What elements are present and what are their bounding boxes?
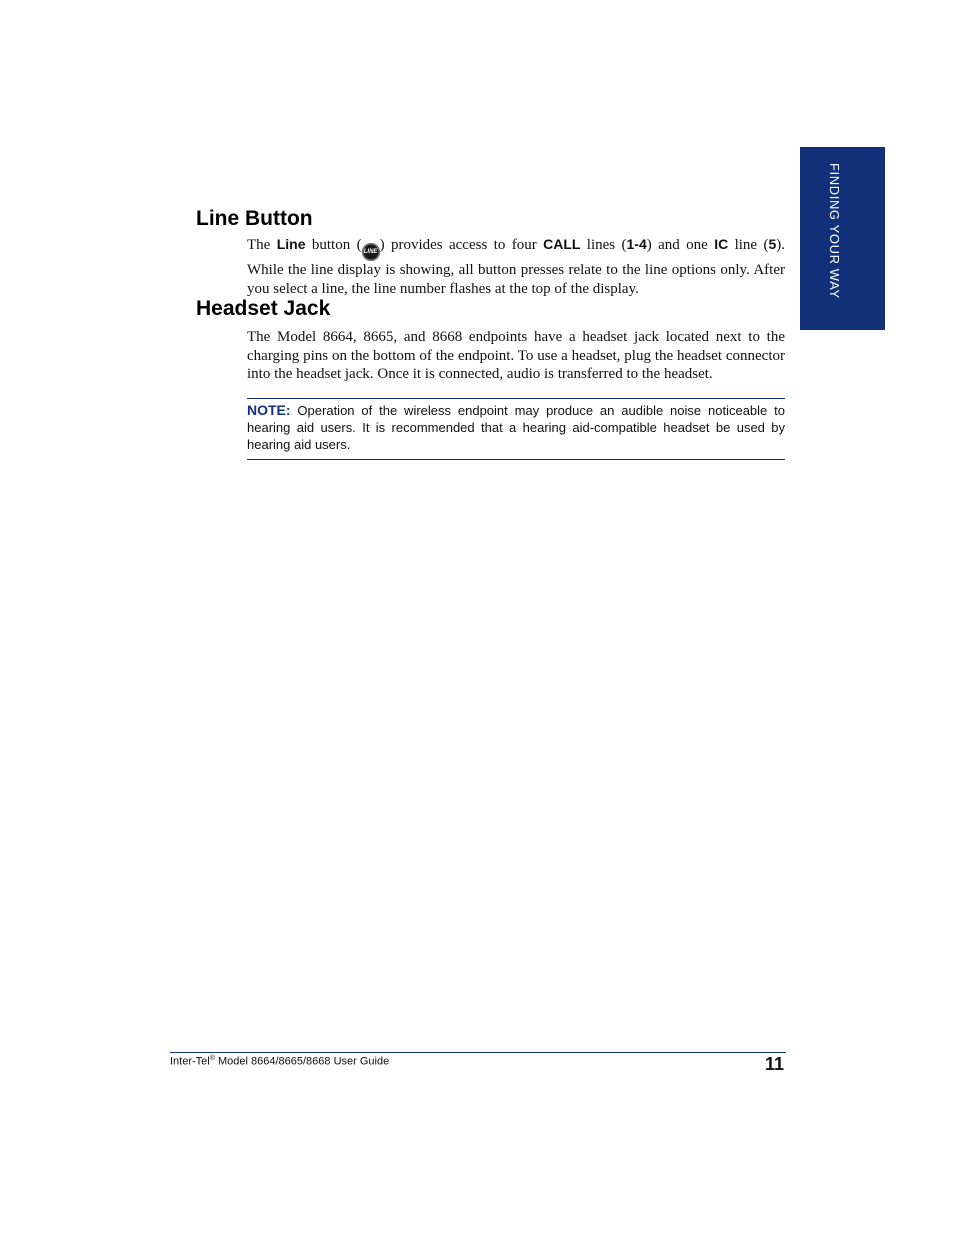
text-run: ) provides access to four (379, 237, 544, 253)
note-text: Operation of the wireless endpoint may produce an audible noise noticeable to hearing aid users. It is recommended that a hearing aid-compatible headset be used by hearing aid users. (247, 403, 785, 452)
note-box (247, 398, 785, 460)
page-number: 11 (764, 1054, 784, 1074)
note-label: NOTE: (247, 402, 291, 418)
text-run: button ( (305, 237, 362, 253)
text-run: ) and one (646, 237, 715, 253)
registered-mark: ® (209, 1055, 215, 1062)
headset-jack-paragraph: The Model 8664, 8665, and 8668 endpoints have a headset jack located next to the charging pins on the bottom of the endpoint. To use a headset, plug the headset connector into the headset jack. Once it is connected, audio is transferred to the headset. (247, 329, 785, 382)
text-run: ). While the line display is showing, all button presses relate to the line options only. After you select a line, the line number flashes at the top of the display. (247, 237, 785, 297)
side-tab-label: FINDING YOUR WAY (827, 163, 842, 299)
text-run: lines ( (580, 237, 627, 253)
ic-line-number: 5 (768, 236, 777, 252)
text-run: The (247, 237, 277, 253)
headset-jack-heading: Headset Jack (196, 297, 331, 320)
line-key-icon: LINE (362, 243, 380, 261)
line-button-heading: Line Button (196, 207, 313, 230)
text-run: line ( (728, 237, 769, 253)
line-button-paragraph (247, 235, 785, 298)
footer-guide-title (170, 1055, 389, 1068)
line-key-name: Line (276, 236, 306, 252)
ic-keyword: IC (714, 236, 729, 252)
footer-divider (170, 1052, 786, 1053)
footer-brand: Inter-Tel (170, 1055, 210, 1068)
footer-title: Model 8664/8665/8668 User Guide (214, 1055, 390, 1068)
section-side-tab (800, 147, 885, 330)
call-keyword: CALL (543, 236, 581, 252)
line-range: 1-4 (626, 236, 647, 252)
